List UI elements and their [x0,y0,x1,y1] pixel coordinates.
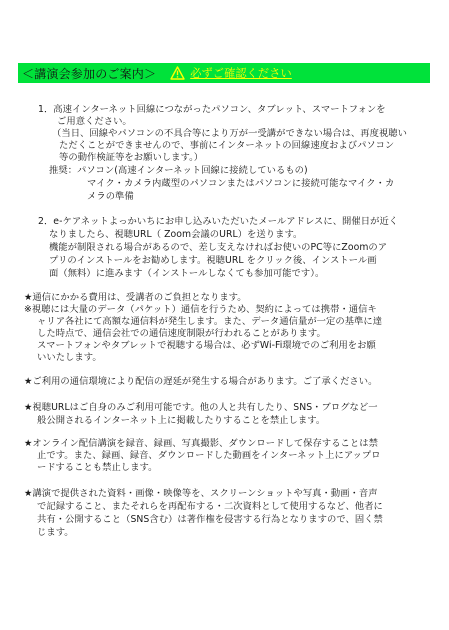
text-line: ※視聴には大量のデータ（パケット）通信を行うため、契約によっては携帯・通信キ [24,304,377,315]
text-line: プリのインストールをお勧めします。視聴URL をクリック後、インストール画 [49,255,377,266]
text-line: じます。 [37,527,74,538]
warning-triangle-icon [170,66,185,80]
text-line: マイク・カメラ内蔵型のパソコンまたはパソコンに接続可能なマイク・カ [87,178,395,189]
text-line: ただくことができませんので、事前にインターネットの回線速度およびパソコン [59,140,395,151]
text-line: いいたします。 [37,352,102,363]
text-line: 推奨：パソコン(高速インターネット回線に接続しているもの) [49,165,308,176]
text-line: 面（無料）に進みます（インストールしなくても参加可能です）。 [49,268,325,279]
banner-warning [170,65,292,81]
text-line: なりましたら、視聴URL（ Zoom会議のURL）を送ります。 [49,229,303,240]
text-line: （当日、回線やパソコンの不具合等により万が一受講ができない場合は、再度視聴い [52,128,407,139]
banner-warning-text: 必ずご確認ください [190,67,292,80]
text-line: 2．e-ケアネットよっかいちにお申し込みいただいたメールアドレスに、開催日が近く [38,216,399,227]
text-line: ★視聴URLはご自身のみご利用可能です。他の人と共有したり、SNS・ブログなど一 [24,402,378,413]
text-line: 般公開されるインターネット上に掲載したりすることを禁止します。 [37,415,326,426]
text-line: した時点で、通信会社での通信速度制限が行われることがあります。 [37,328,326,339]
text-line: スマートフォンやタブレットで視聴する場合は、必ずWi-Fi環境でのご利用をお願 [37,340,376,351]
text-line: 等の動作検証等をお願いします。） [59,152,204,163]
text-line: 1．高速インターネット回線につながったパソコン、タブレット、スマートフォンを [38,104,386,115]
text-line: ★講演で提供された資料・画像・映像等を、スクリーンショットや写真・動画・音声 [24,488,378,499]
text-line: ★ご利用の通信環境により配信の遅延が発生する場合があります。ご了承ください。 [24,376,378,387]
text-line: ードすることも禁止します。 [37,462,158,473]
text-line: ャリア各社にて高額な通信料が発生します。また、データ通信量が一定の基準に達 [37,316,383,327]
text-line: 止です。また、録画、録音、ダウンロードした動画をインターネット上にアップロ [37,450,381,461]
text-line: メラの準備 [87,191,134,202]
text-line: で記録すること、またそれらを再配布する・二次資料として使用するなど、他者に [37,501,383,512]
text-line: ★通信にかかる費用は、受講者のご負担となります。 [24,292,247,303]
text-line: 機能が制限される場合があるので、差し支えなければお使いのPC等にZoomのア [49,242,388,253]
text-line: ご用意ください。 [57,116,132,127]
banner-title: ＜講演会参加のご案内＞ [22,66,157,81]
header-banner [18,63,430,83]
text-line: ★オンライン配信講演を録音、録画、写真撮影、ダウンロードして保存することは禁 [24,438,378,449]
text-line: 共有・公開すること（SNS含む）は著作権を侵害する行為となりますので、固く禁 [37,514,383,525]
